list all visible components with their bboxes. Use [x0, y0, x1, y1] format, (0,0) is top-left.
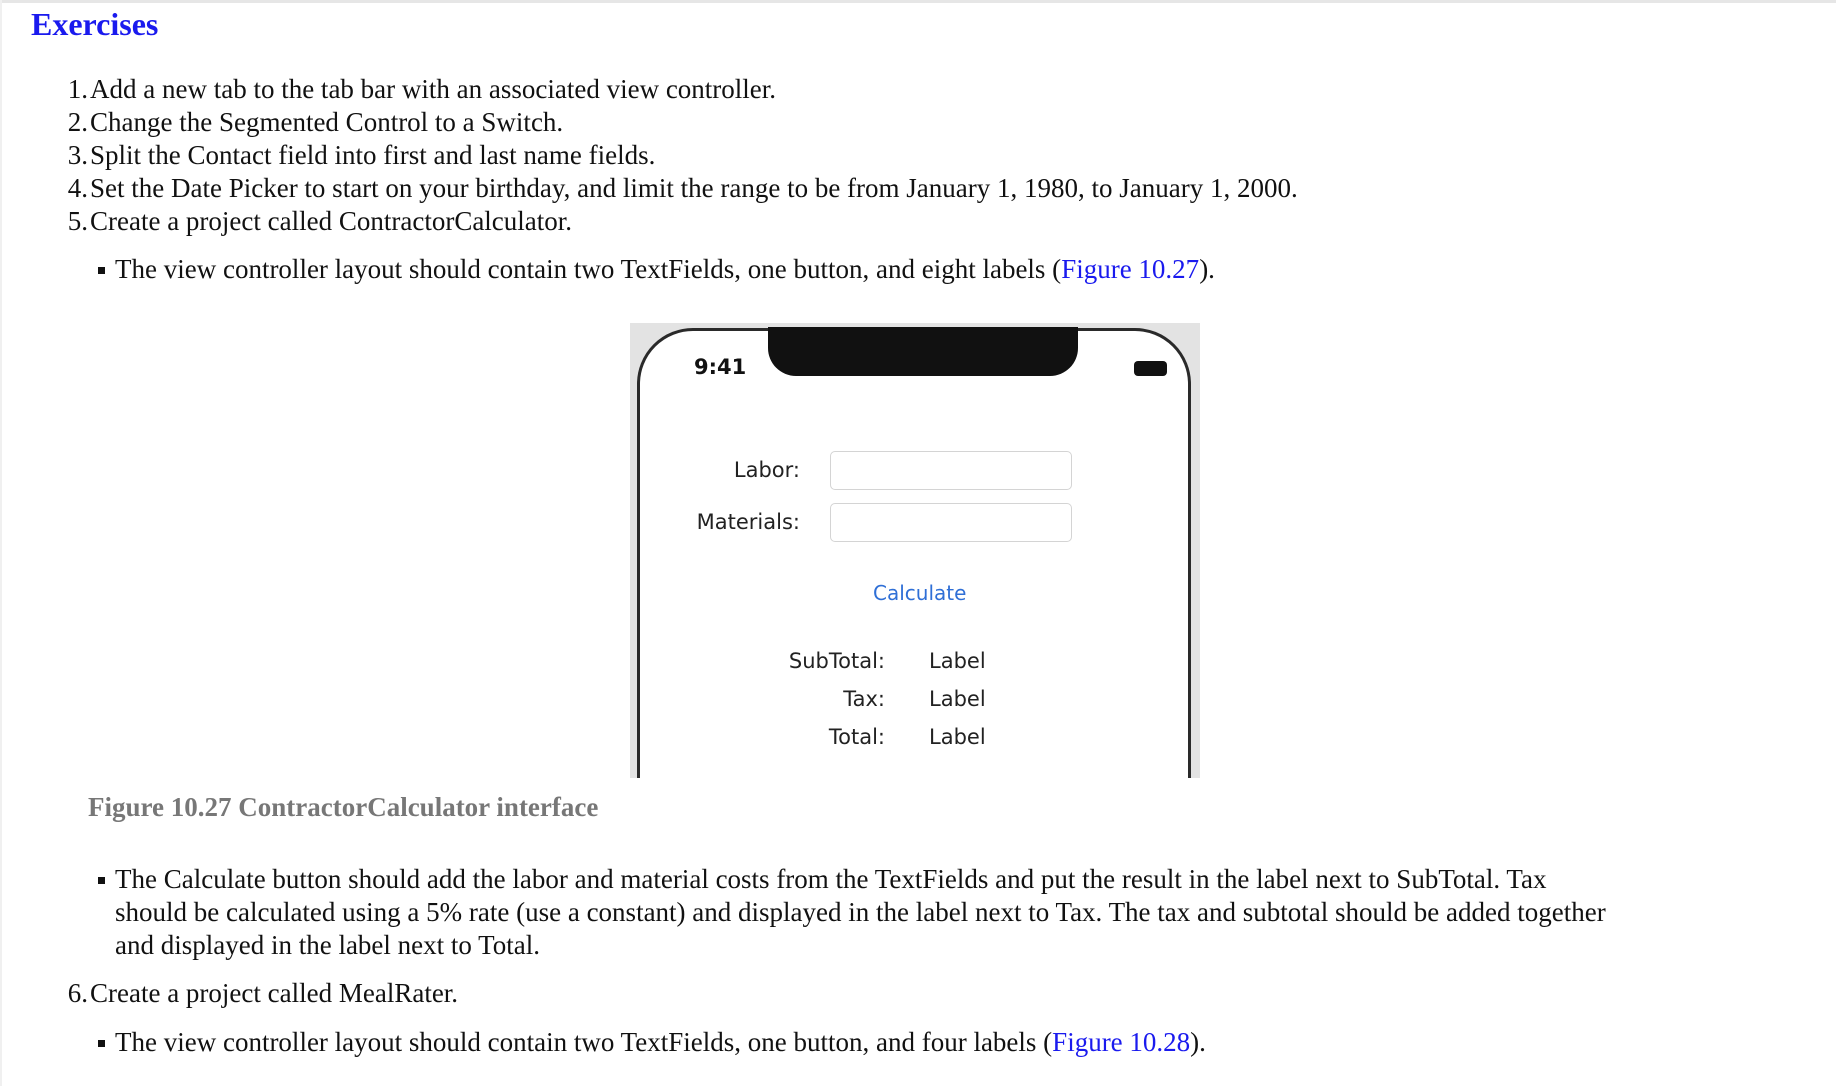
materials-textfield[interactable]: [830, 503, 1072, 542]
bullet-line-3: and displayed in the label next to Total.: [115, 930, 541, 960]
exercise-6: [58, 977, 458, 1010]
figure-contractor-calculator: [630, 323, 1200, 778]
left-border: [0, 0, 2, 1086]
labor-textfield[interactable]: [830, 451, 1072, 490]
bullet-square: [98, 267, 105, 274]
bullet-calculate-behavior: [98, 863, 1606, 962]
bullet-line-2: should be calculated using a 5% rate (use a constant) and displayed in the label next to Tax. The tax and subtotal should be added together: [115, 897, 1606, 927]
exercise-text: Split the Contact field into first and last name fields.: [90, 140, 656, 170]
exercise-number: 6.: [67, 978, 88, 1008]
battery-icon: [1134, 361, 1167, 376]
exercise-2: [58, 106, 563, 139]
labor-label: Labor:: [733, 458, 800, 482]
bullet-text: The view controller layout should contain two TextFields, one button, and four labels (: [115, 1027, 1053, 1057]
calculate-button[interactable]: Calculate: [873, 581, 967, 605]
exercise-number: 1.: [67, 74, 88, 104]
phone-notch: [768, 327, 1078, 376]
total-label: Total:: [828, 725, 885, 749]
exercise-number: 2.: [67, 107, 88, 137]
exercise-number: 5.: [67, 206, 88, 236]
exercise-5: [58, 205, 572, 238]
section-heading: Exercises: [31, 6, 159, 42]
exercise-number: 3.: [67, 140, 88, 170]
top-border: [0, 0, 1836, 3]
bullet-square: [98, 877, 105, 884]
bullet-end: ).: [1199, 254, 1215, 284]
bullet-text: The view controller layout should contain two TextFields, one button, and eight labels (: [115, 254, 1062, 284]
tax-label: Tax:: [843, 687, 885, 711]
figure-caption: Figure 10.27 ContractorCalculator interface: [88, 792, 599, 822]
bullet-end: ).: [1190, 1027, 1206, 1057]
exercise-text: Add a new tab to the tab bar with an associated view controller.: [90, 74, 777, 104]
total-value: Label: [929, 725, 986, 749]
exercise-3: [58, 139, 655, 172]
exercise-1: [58, 73, 776, 106]
subtotal-value: Label: [929, 649, 986, 673]
status-time: 9:41: [694, 355, 747, 379]
exercise-text: Create a project called ContractorCalculator.: [90, 206, 573, 236]
phone-frame: [637, 328, 1191, 778]
bullet-layout-figure-10-27: [98, 253, 1215, 286]
exercise-text: Set the Date Picker to start on your birthday, and limit the range to be from January 1, 1980, to January 1, 2000.: [90, 173, 1298, 203]
materials-label: Materials:: [696, 510, 800, 534]
figure-link[interactable]: Figure 10.28: [1052, 1027, 1191, 1057]
tax-value: Label: [929, 687, 986, 711]
exercise-text: Change the Segmented Control to a Switch.: [90, 107, 564, 137]
subtotal-label: SubTotal:: [788, 649, 885, 673]
exercise-4: [58, 172, 1298, 205]
exercise-text: Create a project called MealRater.: [90, 978, 459, 1008]
figure-link[interactable]: Figure 10.27: [1061, 254, 1200, 284]
bullet-layout-figure-10-28: [98, 1026, 1206, 1059]
bullet-line-1: The Calculate button should add the labor and material costs from the TextFields and put the result in the label next to SubTotal. Tax: [115, 864, 1547, 894]
exercise-number: 4.: [67, 173, 88, 203]
bullet-square: [98, 1040, 105, 1047]
